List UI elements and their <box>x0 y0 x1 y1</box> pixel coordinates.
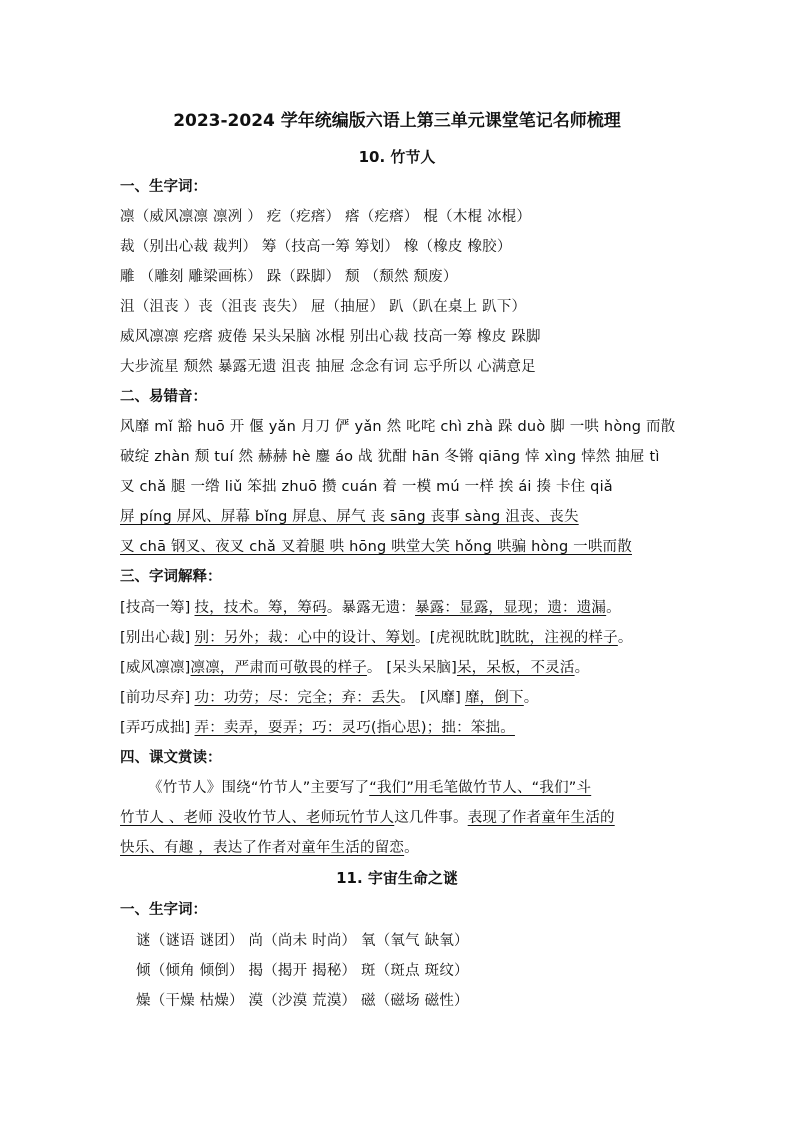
appreciation-underlined: 表现了作者童年生活的 <box>467 810 615 826</box>
appreciation-heading: 四、课文赏读： <box>120 750 222 766</box>
new-words-line: 谜（谜语 谜团） 尚（尚未 时尚） 氧（氧气 缺氧） <box>136 933 469 949</box>
new-words-line: 燥（干燥 枯燥） 漠（沙漠 荒漠） 磁（磁场 磁性） <box>136 993 469 1009</box>
polyphone-line: 叉 chā 钢叉、夜叉 chǎ 叉着腿 哄 hōng 哄堂大笑 hǒng 哄骗 hòng 一哄而散 <box>120 539 632 555</box>
explanation-definition: 呆，呆板，不灵活 <box>456 660 575 676</box>
appreciation-underlined: 竹节人 、老师 没收竹节人、老师玩竹节人 <box>120 810 395 826</box>
explanation-text: 。 <box>617 630 633 646</box>
explanation-definition: 靡，倒下 <box>464 690 524 706</box>
new-words-line: 凛（威风凛凛 凛冽 ） 疙（疙瘩） 瘩（疙瘩） 棍（木棍 冰棍） <box>120 209 532 225</box>
lesson-10-new-words-heading: 一、生字词： <box>120 179 207 195</box>
appreciation-text: 《竹节人》围绕“竹节人”主要写了 <box>148 780 370 796</box>
document-title: 2023-2024 学年统编版六语上第三单元课堂笔记名师梳理 <box>173 111 621 131</box>
explanation-definition: 弄：卖弄，耍弄；巧：灵巧(指心思)；拙：笨拙。 <box>194 720 515 736</box>
appreciation-text: 这几件事。 <box>394 810 468 826</box>
appreciation-line <box>120 836 419 857</box>
appreciation-line <box>148 776 591 797</box>
lesson-11-title: 11. 宇宙生命之谜 <box>336 869 458 887</box>
explanation-definition: 凛凛，严肃而可敬畏的样子 <box>190 660 367 676</box>
lesson-10-title: 10. 竹节人 <box>358 148 436 166</box>
explanation-definition: 技，技术。筹，筹码 <box>194 600 327 616</box>
explanation-definition: 暴露：显露，显现；遗：遗漏 <box>415 600 607 616</box>
new-words-line: 倾（倾角 倾倒） 揭（揭开 揭秘） 斑（斑点 斑纹） <box>136 963 469 979</box>
explanation-line <box>120 716 515 737</box>
pronunciation-line: 叉 chǎ 腿 一绺 liǔ 笨拙 zhuō 攒 cuán 着 一模 mú 一样 挨 ái 揍 卡住 qiǎ <box>120 479 613 495</box>
lesson-11-new-words-heading: 一、生字词： <box>120 902 207 918</box>
new-words-line: 裁（别出心裁 裁判） 筹（技高一筹 筹划） 橡（橡皮 橡胶） <box>120 239 512 255</box>
explanation-definition: 别：另外；裁：心中的设计、筹划 <box>194 630 416 646</box>
explanation-line <box>120 626 633 647</box>
appreciation-underlined: 快乐、有趣 ，表达了作者对童年生活的留恋 <box>120 840 405 856</box>
explanation-definition: 眈眈，注视的样子 <box>500 630 618 646</box>
explanation-term: [技高一筹] <box>120 600 191 616</box>
explanation-text: 。 <box>606 600 621 616</box>
appreciation-text: 。 <box>404 840 419 856</box>
new-words-line: 雕 （雕刻 雕梁画栋） 跺（跺脚） 颓 （颓然 颓废） <box>120 269 458 285</box>
pronunciation-line: 破绽 zhàn 颓 tuí 然 赫赫 hè 鏖 áo 战 犹酣 hān 冬锵 qiāng 悻 xìng 悻然 抽屉 tì <box>120 449 660 465</box>
explanation-term: [别出心裁] <box>120 630 191 646</box>
explanation-text: 。[虎视眈眈] <box>415 630 501 646</box>
appreciation-underlined: “我们”用毛笔做竹节人、“我们”斗 <box>369 780 592 796</box>
explanation-text: 。 <box>574 660 590 676</box>
appreciation-line <box>120 806 615 827</box>
explanation-line <box>120 596 621 617</box>
explanation-text: 。暴露无遗： <box>326 600 416 616</box>
explanation-term: [前功尽弃] <box>120 690 191 706</box>
explanation-heading: 三、字词解释： <box>120 569 222 585</box>
new-words-line: 威风凛凛 疙瘩 疲倦 呆头呆脑 冰棍 别出心裁 技高一筹 橡皮 跺脚 <box>120 329 541 345</box>
explanation-line <box>120 656 589 677</box>
explanation-term: [弄巧成拙] <box>120 720 191 736</box>
explanation-term: [威风凛凛] <box>120 660 191 676</box>
explanation-definition: 功：功劳；尽：完全；弃：丢失 <box>194 690 401 706</box>
explanation-line <box>120 686 538 707</box>
explanation-text: 。 [风靡] <box>400 690 461 706</box>
polyphone-line: 屏 píng 屏风、屏幕 bǐng 屏息、屏气 丧 sāng 丧事 sàng 沮丧、丧失 <box>120 509 579 525</box>
new-words-line: 沮（沮丧 ）丧（沮丧 丧失） 屉（抽屉） 趴（趴在桌上 趴下） <box>120 299 527 315</box>
new-words-line: 大步流星 颓然 暴露无遗 沮丧 抽屉 念念有词 忘乎所以 心满意足 <box>120 359 536 375</box>
pronunciation-line: 风靡 mǐ 豁 huō 开 偃 yǎn 月刀 俨 yǎn 然 叱咤 chì zhà 跺 duò 脚 一哄 hòng 而散 <box>120 419 676 435</box>
explanation-text: 。 [呆头呆脑] <box>366 660 457 676</box>
explanation-text: 。 <box>523 690 539 706</box>
pronunciation-heading: 二、易错音： <box>120 389 207 405</box>
